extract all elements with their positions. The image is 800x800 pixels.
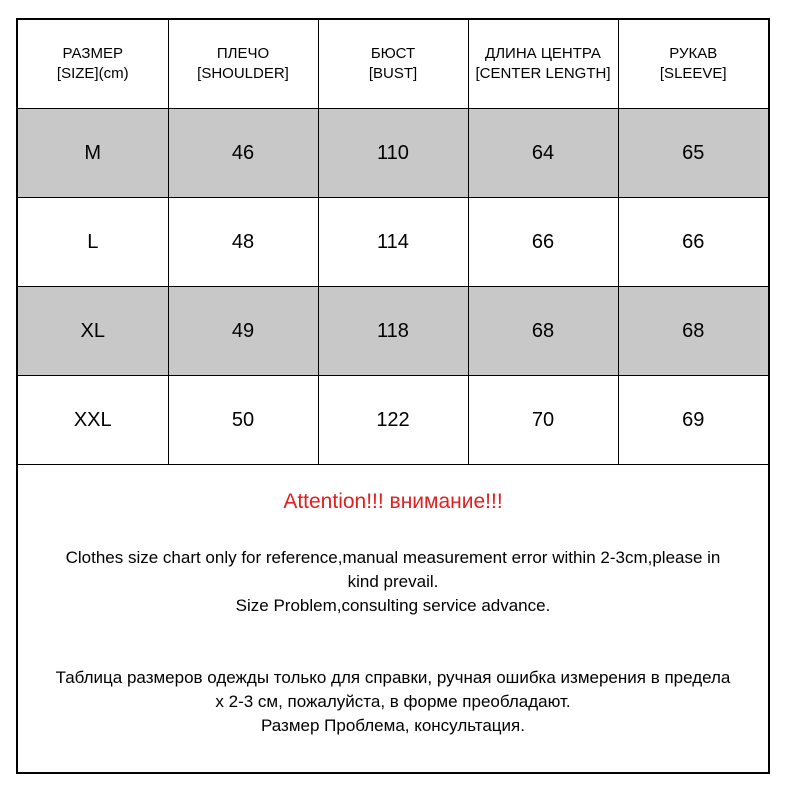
cell-size: M	[18, 109, 168, 198]
cell-sleeve: 69	[618, 376, 768, 465]
header-label-en: [SHOULDER]	[197, 65, 289, 82]
size-table	[18, 20, 768, 465]
attention-heading: Attention!!! внимание!!!	[283, 490, 503, 513]
cell-center-length: 70	[468, 376, 618, 465]
note-line: Размер Проблема, консультация.	[261, 716, 525, 735]
header-label-en: [BUST]	[368, 65, 418, 82]
cell-sleeve: 68	[618, 287, 768, 376]
table-row-m	[18, 109, 768, 198]
cell-center-length: 64	[468, 109, 618, 198]
header-label-ru: РУКАВ	[669, 45, 718, 62]
header-label-ru: БЮСТ	[370, 45, 416, 62]
header-label-en: [SIZE](cm)	[56, 65, 129, 82]
header-label-ru: ДЛИНА ЦЕНТРА	[485, 45, 601, 62]
cell-shoulder: 50	[168, 376, 318, 465]
table-header-row	[18, 20, 768, 109]
note-line: х 2-3 см, пожалуйста, в форме преобладают.	[215, 692, 571, 711]
cell-sleeve: 66	[618, 198, 768, 287]
cell-shoulder: 46	[168, 109, 318, 198]
header-size	[18, 20, 168, 109]
cell-bust: 114	[318, 198, 468, 287]
cell-sleeve: 65	[618, 109, 768, 198]
note-line: Clothes size chart only for reference,manual measurement error within 2-3cm,please in	[65, 548, 721, 567]
cell-bust: 110	[318, 109, 468, 198]
header-label-en: [SLEEVE]	[659, 65, 727, 82]
header-label-ru: РАЗМЕР	[62, 45, 123, 62]
cell-bust: 122	[318, 376, 468, 465]
note-line: Size Problem,consulting service advance.	[235, 596, 551, 615]
cell-bust: 118	[318, 287, 468, 376]
cell-size: L	[18, 198, 168, 287]
header-sleeve	[618, 20, 768, 109]
cell-center-length: 66	[468, 198, 618, 287]
table-row-l	[18, 198, 768, 287]
cell-size: XXL	[18, 376, 168, 465]
table-row-xl	[18, 287, 768, 376]
cell-size: XL	[18, 287, 168, 376]
note-english	[18, 546, 768, 618]
note-line: Таблица размеров одежды только для справки, ручная ошибка измерения в предела	[55, 668, 731, 687]
header-label-ru: ПЛЕЧО	[216, 45, 270, 62]
note-russian	[18, 666, 768, 738]
note-line: kind prevail.	[347, 572, 439, 591]
cell-center-length: 68	[468, 287, 618, 376]
header-label-en: [CENTER LENGTH]	[475, 65, 611, 82]
header-bust	[318, 20, 468, 109]
notes-section	[18, 466, 768, 772]
cell-shoulder: 49	[168, 287, 318, 376]
cell-shoulder: 48	[168, 198, 318, 287]
table-row-xxl	[18, 376, 768, 465]
header-center-length	[468, 20, 618, 109]
header-shoulder	[168, 20, 318, 109]
size-chart-frame	[16, 18, 770, 774]
